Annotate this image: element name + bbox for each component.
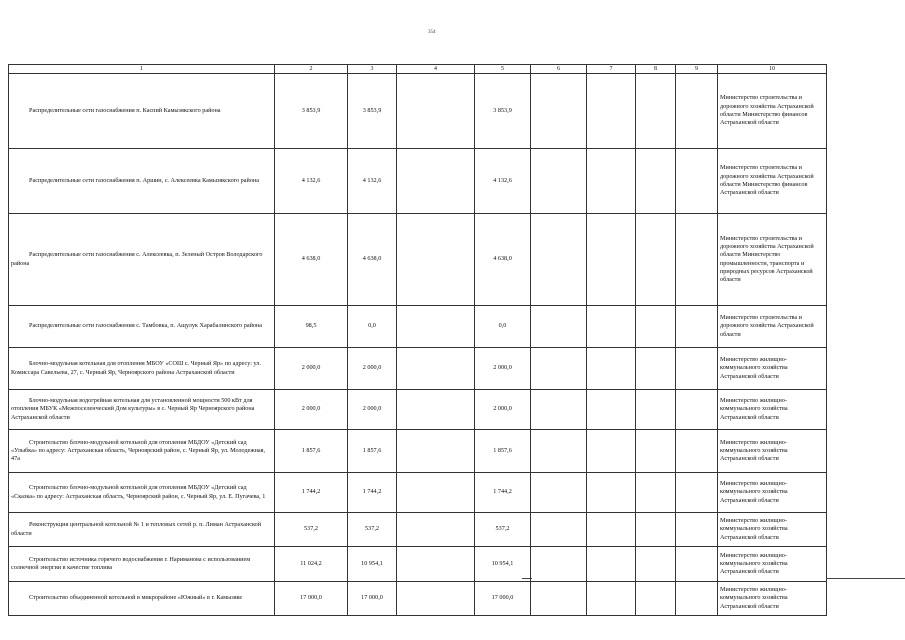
amount-cell-col8	[636, 430, 676, 473]
responsible-ministry-cell: Министерство жилищно-коммунального хозяйства Астраханской области	[718, 390, 827, 430]
page-number: 354	[428, 30, 436, 35]
object-name-cell: Распределительные сети газоснабжения п. Каспий Камызякского района	[9, 74, 275, 149]
budget-table	[8, 64, 827, 616]
amount-cell-col4	[397, 582, 475, 616]
amount-cell-col9	[676, 513, 718, 547]
amount-cell-col4	[397, 513, 475, 547]
amount-cell-col5: 1 857,6	[475, 430, 531, 473]
amount-cell-col9	[676, 547, 718, 582]
amount-cell-col5: 0,0	[475, 306, 531, 348]
table-row	[9, 582, 827, 616]
amount-cell-col7	[587, 473, 636, 513]
object-name-cell: Распределительные сети газоснабжения п. Аршин, с. Алексеевка Камызякского района	[9, 149, 275, 214]
amount-cell-col7	[587, 214, 636, 306]
amount-cell-col5: 4 132,6	[475, 149, 531, 214]
amount-cell-col3: 1 857,6	[348, 430, 397, 473]
column-header: 1	[9, 65, 275, 74]
amount-cell-col2: 11 024,2	[275, 547, 348, 582]
amount-cell-col8	[636, 214, 676, 306]
amount-cell-col8	[636, 348, 676, 390]
amount-cell-col2: 537,2	[275, 513, 348, 547]
column-number-header	[9, 65, 827, 74]
amount-cell-col6	[531, 348, 587, 390]
amount-cell-col2: 4 638,0	[275, 214, 348, 306]
object-name-cell: Строительство блочно-модульной котельной для отопления МБДОУ «Детский сад «Улыбка» по адресу: Астраханская область, Черноярский район, с. Черный Яр, ул. Молодежная, 47а	[9, 430, 275, 473]
amount-cell-col9	[676, 390, 718, 430]
amount-cell-col3: 0,0	[348, 306, 397, 348]
responsible-ministry-cell: Министерство жилищно-коммунального хозяйства Астраханской области	[718, 582, 827, 616]
amount-cell-col5: 4 638,0	[475, 214, 531, 306]
amount-cell-col3: 1 744,2	[348, 473, 397, 513]
amount-cell-col3: 2 000,0	[348, 348, 397, 390]
amount-cell-col7	[587, 306, 636, 348]
amount-cell-col2: 17 000,0	[275, 582, 348, 616]
amount-cell-col6	[531, 547, 587, 582]
amount-cell-col5: 1 744,2	[475, 473, 531, 513]
column-header: 5	[475, 65, 531, 74]
amount-cell-col3: 10 954,1	[348, 547, 397, 582]
responsible-ministry-cell: Министерство строительства и дорожного хозяйства Астраханской области Министерство промышленности, транспорта и природных ресурсов Астраханской области	[718, 214, 827, 306]
scan-line	[826, 578, 905, 579]
object-name-cell: Строительство блочно-модульной котельной для отопления МБДОУ «Детский сад «Сказка» по адресу: Астраханская область, Черноярский район, с. Черный Яр, ул. Е. Пугачева, 1	[9, 473, 275, 513]
amount-cell-col7	[587, 513, 636, 547]
amount-cell-col9	[676, 473, 718, 513]
responsible-ministry-cell: Министерство жилищно-коммунального хозяйства Астраханской области	[718, 348, 827, 390]
column-header: 9	[676, 65, 718, 74]
amount-cell-col8	[636, 547, 676, 582]
amount-cell-col9	[676, 430, 718, 473]
amount-cell-col6	[531, 473, 587, 513]
responsible-ministry-cell: Министерство жилищно-коммунального хозяйства Астраханской области	[718, 547, 827, 582]
scan-line	[522, 578, 532, 579]
amount-cell-col5: 10 954,1	[475, 547, 531, 582]
column-header: 7	[587, 65, 636, 74]
amount-cell-col3: 4 638,0	[348, 214, 397, 306]
amount-cell-col5: 2 000,0	[475, 390, 531, 430]
amount-cell-col3: 2 000,0	[348, 390, 397, 430]
table-row	[9, 547, 827, 582]
responsible-ministry-cell: Министерство строительства и дорожного хозяйства Астраханской области Министерство финансов Астраханской области	[718, 74, 827, 149]
amount-cell-col8	[636, 74, 676, 149]
table-row	[9, 214, 827, 306]
amount-cell-col7	[587, 430, 636, 473]
amount-cell-col2: 4 132,6	[275, 149, 348, 214]
amount-cell-col9	[676, 348, 718, 390]
amount-cell-col4	[397, 430, 475, 473]
amount-cell-col6	[531, 74, 587, 149]
amount-cell-col8	[636, 306, 676, 348]
amount-cell-col3: 3 853,9	[348, 74, 397, 149]
responsible-ministry-cell: Министерство жилищно-коммунального хозяйства Астраханской области	[718, 513, 827, 547]
column-header: 8	[636, 65, 676, 74]
object-name-cell: Блочно-модульная водогрейная котельная для установленной мощности 500 кВт для отопления МБУК «Межпоселенческий Дом культуры» в с. Черный Яр Черноярского района Астраханской области	[9, 390, 275, 430]
amount-cell-col6	[531, 390, 587, 430]
responsible-ministry-cell: Министерство строительства и дорожного хозяйства Астраханской области	[718, 306, 827, 348]
amount-cell-col6	[531, 582, 587, 616]
amount-cell-col3: 537,2	[348, 513, 397, 547]
amount-cell-col5: 3 853,9	[475, 74, 531, 149]
responsible-ministry-cell: Министерство жилищно-коммунального хозяйства Астраханской области	[718, 430, 827, 473]
amount-cell-col8	[636, 582, 676, 616]
amount-cell-col8	[636, 473, 676, 513]
amount-cell-col7	[587, 547, 636, 582]
amount-cell-col9	[676, 582, 718, 616]
amount-cell-col3: 17 000,0	[348, 582, 397, 616]
amount-cell-col9	[676, 214, 718, 306]
amount-cell-col5: 2 000,0	[475, 348, 531, 390]
column-header: 10	[718, 65, 827, 74]
amount-cell-col5: 17 000,0	[475, 582, 531, 616]
amount-cell-col6	[531, 214, 587, 306]
object-name-cell: Распределительные сети газоснабжения с. Алексеевка, п. Зеленый Остров Володарского района	[9, 214, 275, 306]
amount-cell-col4	[397, 306, 475, 348]
amount-cell-col8	[636, 149, 676, 214]
amount-cell-col2: 1 857,6	[275, 430, 348, 473]
object-name-cell: Распределительные сети газоснабжения с. Тамбовка, п. Ащулук Харабалинского района	[9, 306, 275, 348]
table-row	[9, 74, 827, 149]
table-row	[9, 513, 827, 547]
object-name-cell: Реконструкция центральной котельной № 1 и тепловых сетей р. п. Лиман Астраханской области	[9, 513, 275, 547]
amount-cell-col2: 1 744,2	[275, 473, 348, 513]
table-row	[9, 348, 827, 390]
amount-cell-col2: 2 000,0	[275, 348, 348, 390]
amount-cell-col4	[397, 547, 475, 582]
amount-cell-col9	[676, 74, 718, 149]
amount-cell-col7	[587, 348, 636, 390]
table-row	[9, 149, 827, 214]
amount-cell-col2: 2 000,0	[275, 390, 348, 430]
amount-cell-col9	[676, 306, 718, 348]
table-row	[9, 390, 827, 430]
amount-cell-col7	[587, 74, 636, 149]
amount-cell-col8	[636, 513, 676, 547]
amount-cell-col6	[531, 149, 587, 214]
amount-cell-col3: 4 132,6	[348, 149, 397, 214]
column-header: 6	[531, 65, 587, 74]
amount-cell-col5: 537,2	[475, 513, 531, 547]
table-row	[9, 306, 827, 348]
amount-cell-col7	[587, 149, 636, 214]
amount-cell-col7	[587, 390, 636, 430]
amount-cell-col2: 3 853,9	[275, 74, 348, 149]
column-header: 4	[397, 65, 475, 74]
column-header: 3	[348, 65, 397, 74]
amount-cell-col9	[676, 149, 718, 214]
responsible-ministry-cell: Министерство строительства и дорожного хозяйства Астраханской области Министерство финансов Астраханской области	[718, 149, 827, 214]
amount-cell-col7	[587, 582, 636, 616]
table-row	[9, 473, 827, 513]
amount-cell-col6	[531, 513, 587, 547]
amount-cell-col8	[636, 390, 676, 430]
amount-cell-col4	[397, 149, 475, 214]
amount-cell-col4	[397, 214, 475, 306]
object-name-cell: Блочно-модульная котельная для отопления МБОУ «СОШ с. Черный Яр» по адресу: ул. Комиссара Савельева, 27, с. Черный Яр, Черноярского района Астраханской области	[9, 348, 275, 390]
amount-cell-col6	[531, 430, 587, 473]
object-name-cell: Строительство объединенной котельной в микрорайоне «Южный» в г. Камызяке	[9, 582, 275, 616]
table-row	[9, 430, 827, 473]
amount-cell-col2: 98,5	[275, 306, 348, 348]
object-name-cell: Строительство источника горячего водоснабжения г. Нариманова с использованием солнечной энергии в качестве топлива	[9, 547, 275, 582]
amount-cell-col4	[397, 348, 475, 390]
amount-cell-col6	[531, 306, 587, 348]
amount-cell-col4	[397, 473, 475, 513]
amount-cell-col4	[397, 390, 475, 430]
responsible-ministry-cell: Министерство жилищно-коммунального хозяйства Астраханской области	[718, 473, 827, 513]
column-header: 2	[275, 65, 348, 74]
amount-cell-col4	[397, 74, 475, 149]
